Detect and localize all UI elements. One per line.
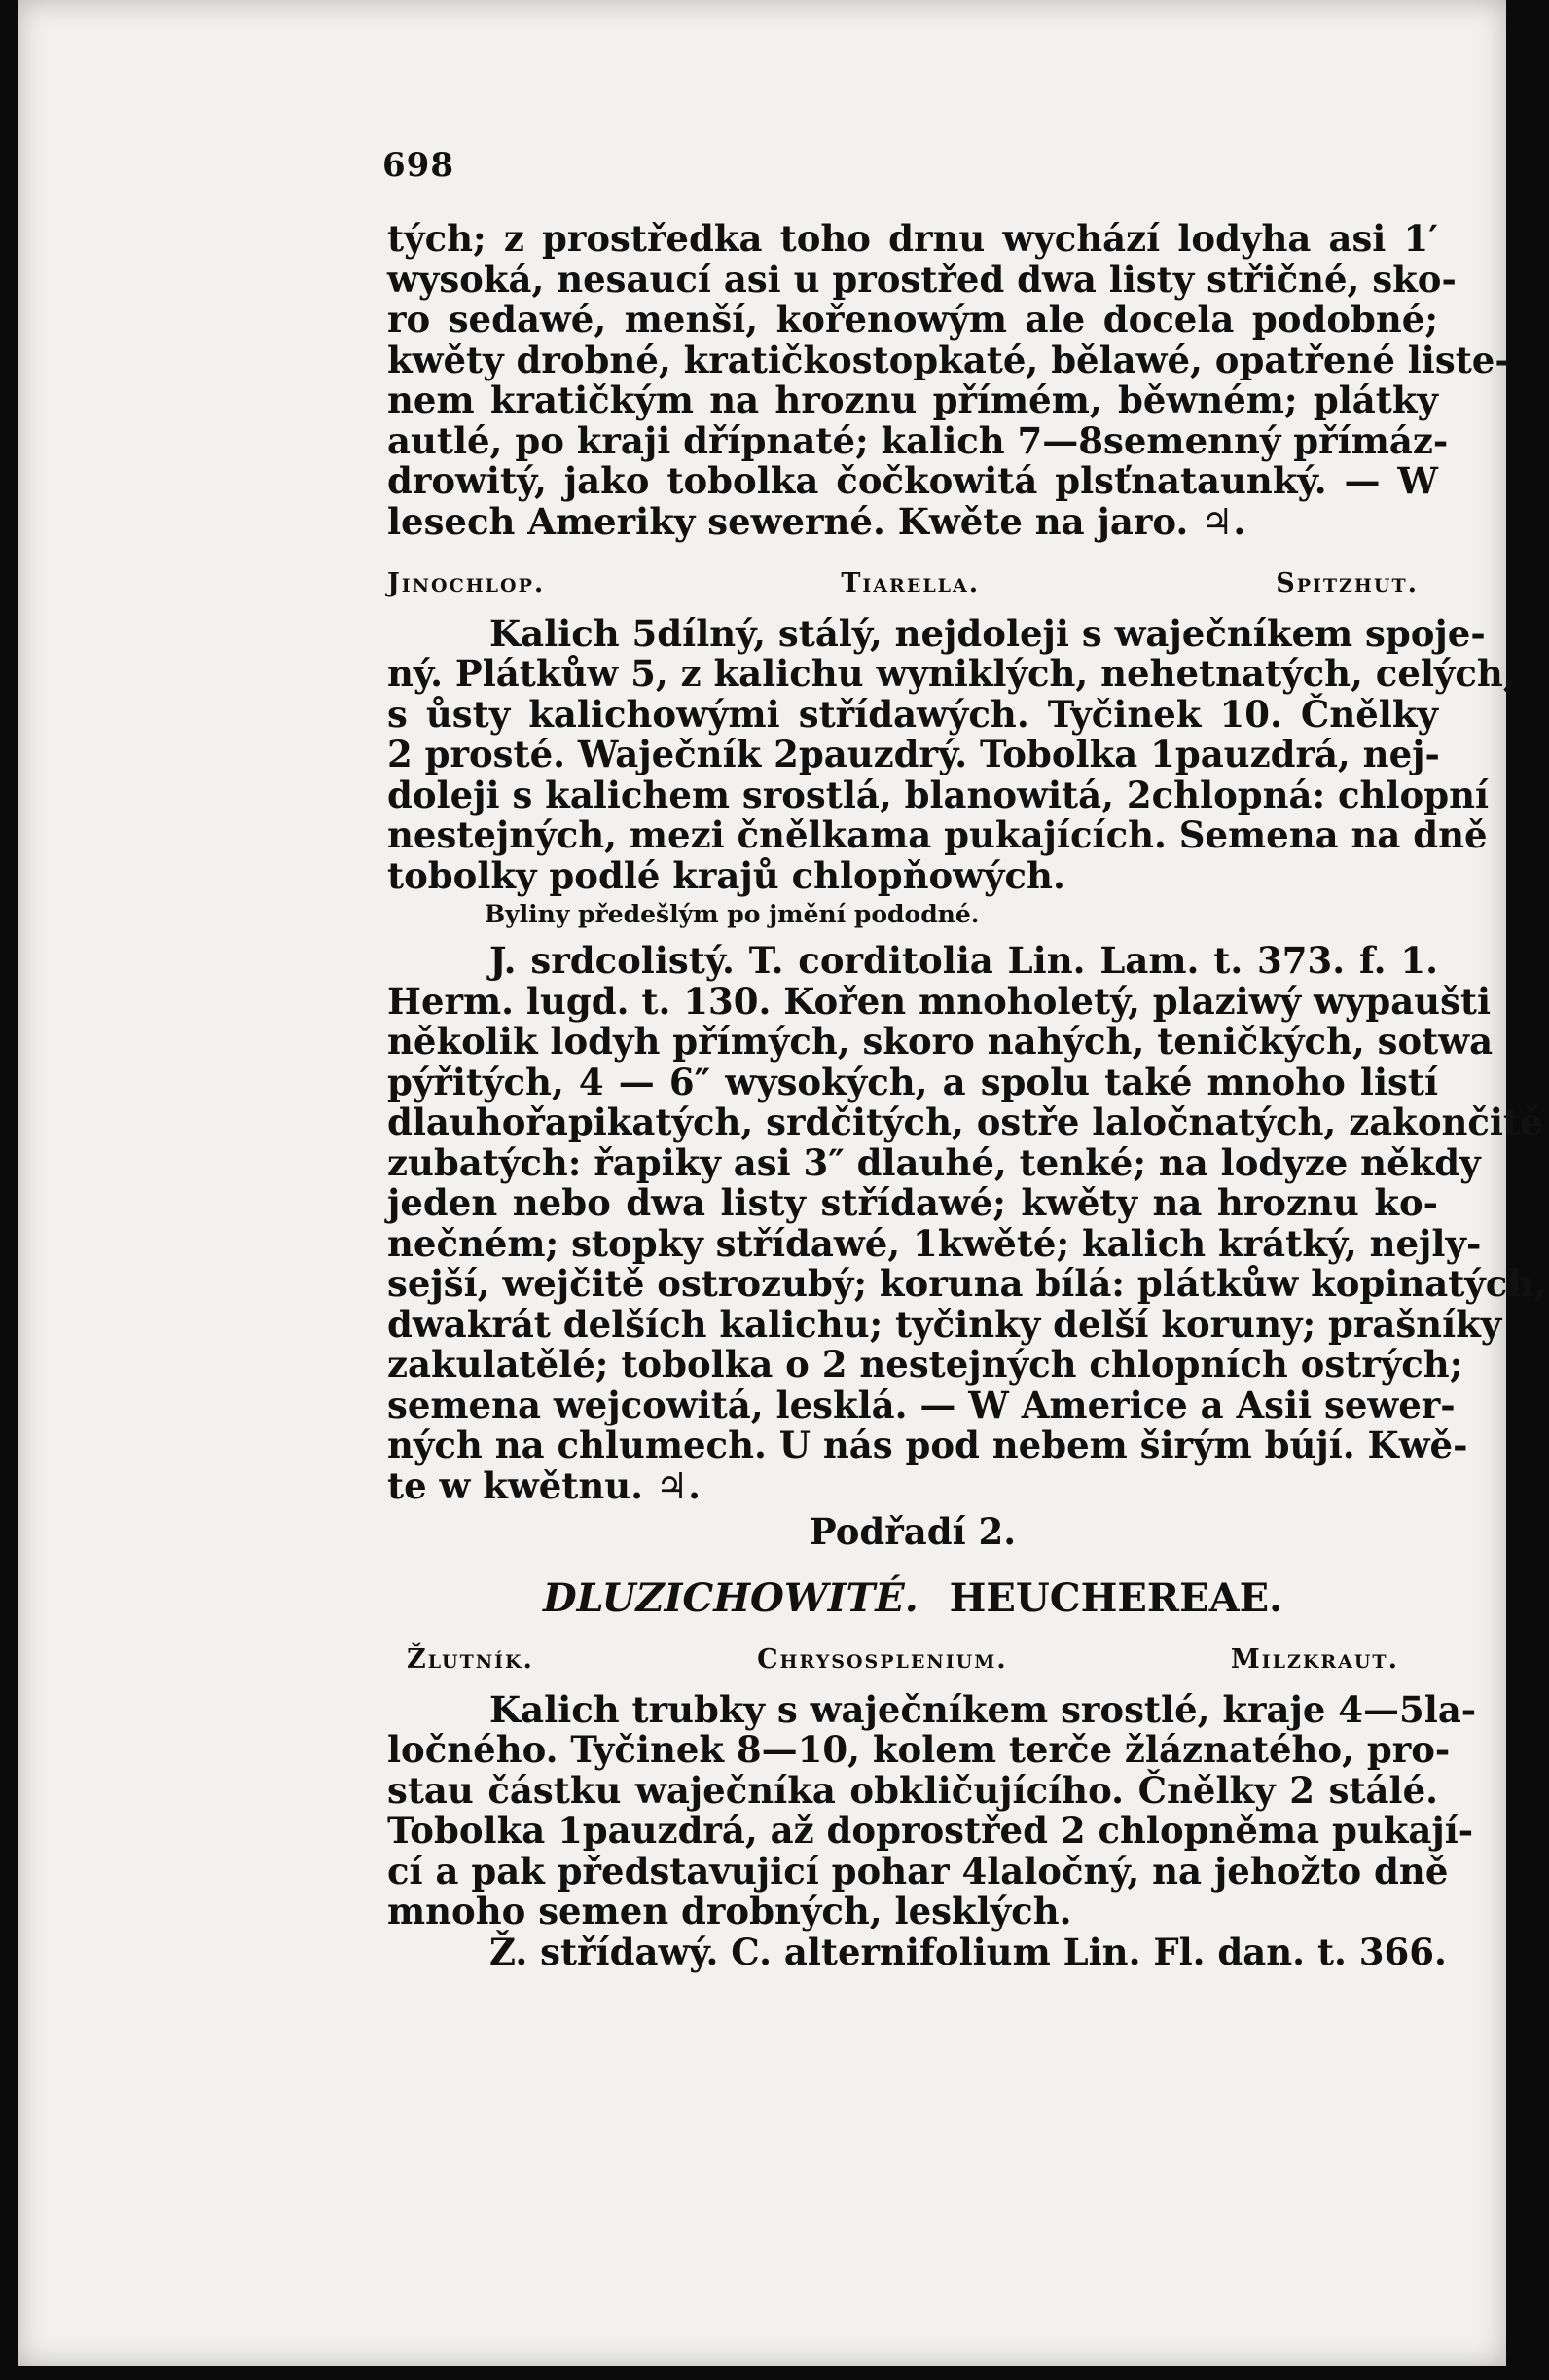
book-page — [18, 0, 1547, 2366]
text-line: cí a pak představujicí pohar 4laločný, na jehožto dně — [387, 1849, 1449, 1893]
text-line: nečném; stopky střídawé, 1kwěté; kalich krátký, nejly- — [387, 1221, 1482, 1265]
text-line: Tobolka 1pauzdrá, až doprostřed 2 chlopněma pukají- — [387, 1809, 1474, 1852]
text-line: s ůsty kalichowými střídawých. Tyčinek 10. Čnělky — [387, 692, 1438, 736]
genus-czech-name: Jinochlop. — [387, 568, 546, 598]
text-line: te w kwětnu. ♃. — [387, 1463, 701, 1507]
text-line: ných na chlumech. U nás pod nebem širým bújí. Kwě- — [387, 1424, 1468, 1466]
text-line: semena wejcowitá, lesklá. — W Americe a Asii sewer- — [387, 1383, 1456, 1426]
page-text — [387, 217, 1547, 1973]
text-line: jeden nebo dwa listy střídawé; kwěty na hroznu ko- — [387, 1181, 1438, 1224]
text-line: ný. Plátkůw 5, z kalichu wyniklých, nehetnatých, celých, — [387, 652, 1516, 695]
text-line: ločného. Tyčinek 8—10, kolem terče žláznatého, pro- — [387, 1728, 1451, 1771]
section-heading — [387, 1574, 1438, 1621]
section-czech-name: DLUZICHOWITÉ. — [542, 1574, 919, 1621]
text-line: J. srdcolistý. T. corditolia Lin. Lam. t. 373. f. 1. — [489, 939, 1438, 982]
suborder-heading: Podřadí 2. — [809, 1510, 1017, 1553]
text-line: dlauhořapikatých, srdčitých, ostře laločnatých, zakončitě — [387, 1100, 1543, 1143]
genus-heading-chrysosplenium — [387, 1640, 1438, 1680]
text-line: nem kratičkým na hroznu přímém, běwném; plátky — [387, 379, 1438, 421]
genus-czech-name: Žlutník. — [407, 1644, 534, 1675]
paragraph-genus2-description — [387, 1687, 1477, 1932]
text-line: mnoho semen drobných, lesklých. — [387, 1890, 1072, 1932]
text-line: wysoká, nesaucí asi u prostřed dwa listy střičné, sko- — [387, 257, 1457, 301]
genus-latin-name: Chrysosplenium. — [757, 1644, 1008, 1675]
text-line: Kalich 5dílný, stálý, nejdoleji s waječníkem spoje- — [489, 611, 1486, 655]
text-line: lesech Ameriky sewerné. Kwěte na jaro. ♃. — [387, 499, 1246, 543]
text-line: autlé, po kraji dřípnaté; kalich 7—8semenný přímáz- — [387, 418, 1449, 462]
paragraph-genus-description — [387, 611, 1516, 897]
text-line: Herm. lugd. t. 130. Kořen mnoholetý, plaziwý wypaušti — [387, 979, 1492, 1023]
text-line: 2 prosté. Waječník 2pauzdrý. Tobolka 1pauzdrá, nej- — [387, 733, 1440, 775]
section-latin-name: HEUCHEREAE. — [949, 1574, 1283, 1621]
text-line: nestejných, mezi čnělkama pukajících. Semena na dně — [387, 813, 1488, 856]
text-line: doleji s kalichem srostlá, blanowitá, 2chlopná: chlopní — [387, 773, 1490, 816]
genus-heading-tiarella — [387, 563, 1438, 604]
text-line: dwakrát delších kalichu; tyčinky delší koruny; prašníky — [387, 1302, 1502, 1346]
text-line: zubatých: řapiky asi 3″ dlauhé, tenké; na lodyze někdy — [387, 1140, 1481, 1184]
species-entry: Ž. střídawý. C. alternifolium Lin. Fl. dan. t. 366. — [489, 1929, 1447, 1973]
text-line: Kalich trubky s waječníkem srostlé, kraje 4—5la- — [489, 1687, 1477, 1731]
text-line: několik lodyh přímých, skoro nahých, teničkých, sotwa — [387, 1020, 1494, 1063]
paragraph-description — [387, 217, 1510, 543]
paragraph-species — [387, 939, 1547, 1507]
text-line: zakulatělé; tobolka o 2 nestejných chlopních ostrých; — [387, 1343, 1463, 1386]
text-line: ro sedawé, menší, kořenowým ale docela podobné; — [387, 298, 1438, 341]
genus-german-name: Spitzhut. — [1276, 568, 1419, 598]
text-line: pýřitých, 4 — 6″ wysokých, a spolu také mnoho listí — [387, 1060, 1438, 1103]
text-line: sejší, wejčitě ostrozubý; koruna bílá: plátkůw kopinatých, — [387, 1262, 1547, 1305]
text-line: drowitý, jako tobolka čočkowitá plsťnataunký. — W — [387, 459, 1438, 502]
genus-german-name: Milzkraut. — [1230, 1644, 1399, 1675]
text-line: tobolky podlé krajů chlopňowých. — [387, 853, 1065, 897]
genus-latin-name: Tiarella. — [841, 568, 981, 598]
habit-note: Byliny předešlým po jmění pododné. — [485, 900, 980, 928]
text-line: kwěty drobné, kratičkostopkaté, bělawé, opatřené liste- — [387, 338, 1510, 381]
text-line: stau částku waječníka obkličujícího. Čnělky 2 stálé. — [387, 1768, 1438, 1812]
page-number: 698 — [382, 146, 454, 185]
text-line: tých; z prostředka toho drnu wychází lodyha asi 1′ — [387, 217, 1438, 260]
